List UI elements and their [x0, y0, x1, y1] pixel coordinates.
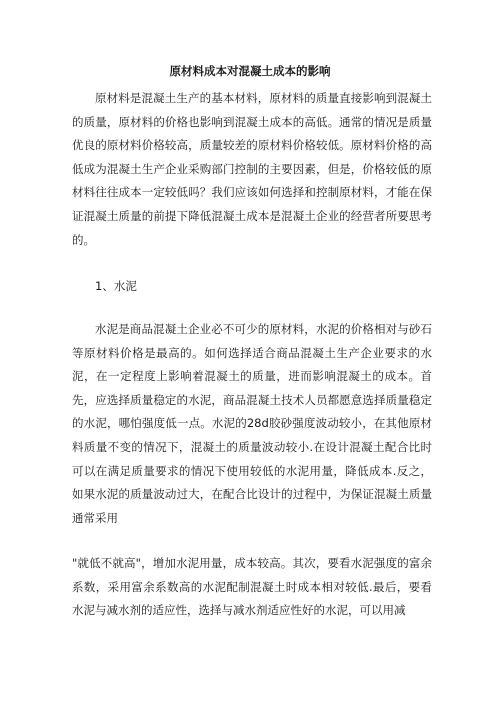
- document-title: 原材料成本对混凝土成本的影响: [169, 64, 331, 78]
- paragraph-cement: 水泥是商品混凝土企业必不可少的原材料，水泥的价格相对与砂石等原材料价格是最高的。如何选择适合商品混凝土生产企业要求的水泥，在一定程度上影响着混凝土的质量，进而影响混凝土的成本。首先，应选择质量稳定的水泥，商品混凝土技术人员都愿意选择质量稳定的水泥，哪怕强度低一点。水泥的28d胶砂强度波动较小，在其他原材料质量不变的情况下，混凝土的质量波动较小.在设计混凝土配合比时可以在满足质量要求的情况下使用较低的水泥用量，降低成本.反之，如果水泥的质量波动过大，在配合比设计的过程中，为保证混凝土质量通常采用: [72, 322, 432, 525]
- section-heading-cement: 1、水泥: [95, 279, 137, 293]
- paragraph-intro: 原材料是混凝土生产的基本材料，原材料的质量直接影响到混凝土的质量，原材料的价格也影响到混凝土成本的高低。通常的情况是质量优良的原材料价格较高，质量较差的原材料价格较低。原材料价格的高低成为混凝土生产企业采购部门控制的主要因素，但是，价格较低的原材料往往成本一定较低吗？我们应该如何选择和控制原材料，才能在保证混凝土质量的前提下降低混凝土成本是混凝土企业的经营者所要思考的。: [72, 91, 432, 247]
- paragraph-cement-continued: "就低不就高"，增加水泥用量，成本较高。其次，要看水泥强度的富余系数，采用富余系数高的水泥配制混凝土时成本相对较低.最后，要看水泥与减水剂的适应性，选择与减水剂适应性好的水泥，可以用减: [72, 556, 432, 618]
